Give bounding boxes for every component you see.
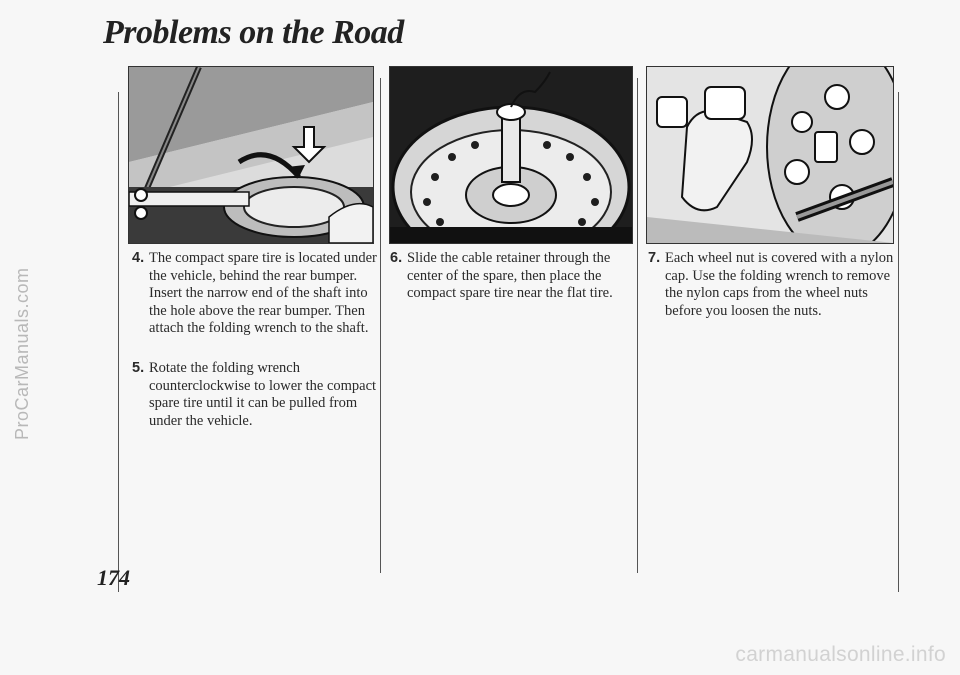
step-6-text: Slide the cable retainer through the center of the spare, then place the compact spare tire near the flat tire. — [407, 250, 613, 301]
step-7-number: 7. — [648, 250, 661, 266]
figure-trunk-winch — [128, 66, 374, 244]
page-number: 174 — [97, 565, 130, 590]
step-5-text: Rotate the folding wrench counterclockwise to lower the compact spare tire until it can be pulled from under the vehicle. — [149, 360, 377, 429]
spare-tire-drawing — [390, 67, 632, 243]
column-divider-right — [637, 78, 638, 573]
trunk-winch-drawing — [129, 67, 373, 243]
column-divider-edge — [898, 92, 899, 592]
watermark-left: ProCarManuals.com — [12, 267, 32, 440]
step-4-text: The compact spare tire is located under the vehicle, behind the rear bumper. Insert the narrow end of the shaft into the hole above the rear bumper. Then attach the folding wrench to the shaft. — [149, 250, 377, 336]
step-6-number: 6. — [390, 250, 403, 266]
step-6 — [390, 250, 645, 303]
figure-wheel-nuts — [646, 66, 894, 244]
watermark-footer: carmanualsonline.info — [735, 643, 946, 666]
step-7-text: Each wheel nut is covered with a nylon cap. Use the folding wrench to remove the nylon caps from the wheel nuts before you loosen the nuts. — [665, 250, 894, 319]
wheel-nuts-drawing — [647, 67, 893, 243]
column-divider-left — [118, 92, 119, 592]
step-4-number: 4. — [132, 250, 145, 266]
figure-spare-tire — [389, 66, 633, 244]
step-5 — [132, 360, 387, 430]
step-7 — [648, 250, 905, 320]
step-5-number: 5. — [132, 360, 145, 376]
step-4 — [132, 250, 387, 338]
page-title: Problems on the Road — [103, 14, 404, 51]
